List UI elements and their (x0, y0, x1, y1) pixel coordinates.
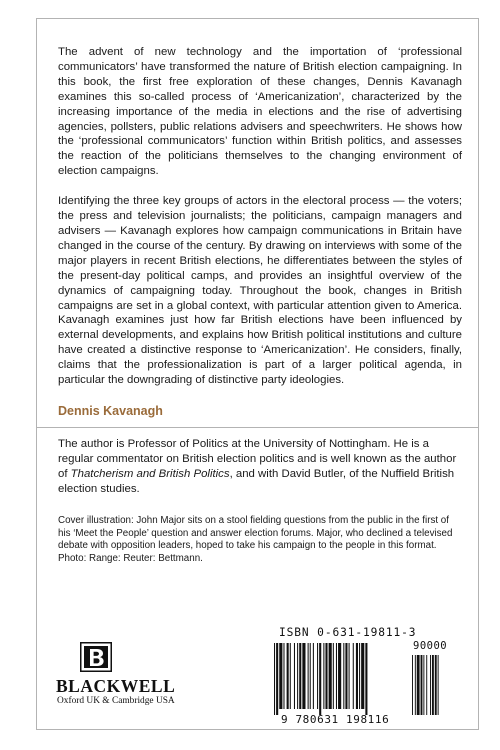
blurb-paragraph-1: The advent of new technology and the importation of ‘professional communicators’ have transformed the nature of British election campaigning. In this book, the first free exploration of these changes, Dennis Kavanagh examines this so-called process of ‘Americanization’, characterized by the increasing importance of the media in elections and the rise of advertising agencies, pollsters, public relations advisers and speechwriters. He shows how the ‘professional communicators’ function within British politics, and assesses the reaction of the politicians themselves to the changing environment of election campaigns. (58, 46, 462, 178)
blurb-paragraph-2: Identifying the three key groups of actors in the electoral process — the voters; the press and television journalists; the politicians, campaign managers and advisers — Kavanagh explores how campaign communications in Britain have changed in the course of the century. By drawing on interviews with some of the major players in recent British elections, he differentiates between the styles of the present-day political camps, and provides an insightful overview of the dynamics of campaigning today. Throughout the book, changes in British campaigns are set in a global context, with particular attention given to America. Kavanagh examines just how far British elections have been influenced by external developments, and explains how British political institutions and culture have created a distinctive response to ‘Americanization’. He considers, finally, claims that the professionalization is part of a larger political agenda, in particular the downgrading of distinctive party ideologies. (58, 195, 462, 387)
isbn-label: ISBN 0-631-19811-3 (279, 626, 417, 639)
bio-text-1: The author is Professor of Politics at the University of Nottingham. He is a regular commentator on British election politics and is well known as the author of (58, 438, 457, 480)
author-bio (58, 437, 462, 497)
bio-book-title: Thatcherism and British Politics (70, 467, 230, 480)
barcode-addon-number: 90000 (413, 640, 448, 652)
blackwell-logo-icon (80, 642, 112, 672)
publisher-locations: Oxford UK & Cambridge USA (57, 696, 175, 706)
barcode-number: 9 780631 198116 (281, 713, 390, 726)
publisher-name: BLACKWELL (56, 676, 176, 696)
author-name: Dennis Kavanagh (58, 404, 163, 418)
barcode-icon (272, 643, 456, 715)
divider (36, 427, 479, 428)
bio-text-2: , and with David Butler, of the Nuffield British election studies. (58, 467, 455, 495)
blurb (58, 45, 462, 388)
cover-illustration-note: Cover illustration: John Major sits on a stool fielding questions from the public in the first of his ‘Meet the People’ question and answer election forums. Major, who declined a televised debate with opposition leaders, hoped to take his campaign to the people in this format. Photo: Range: Reuter: Bettmann. (58, 515, 453, 564)
